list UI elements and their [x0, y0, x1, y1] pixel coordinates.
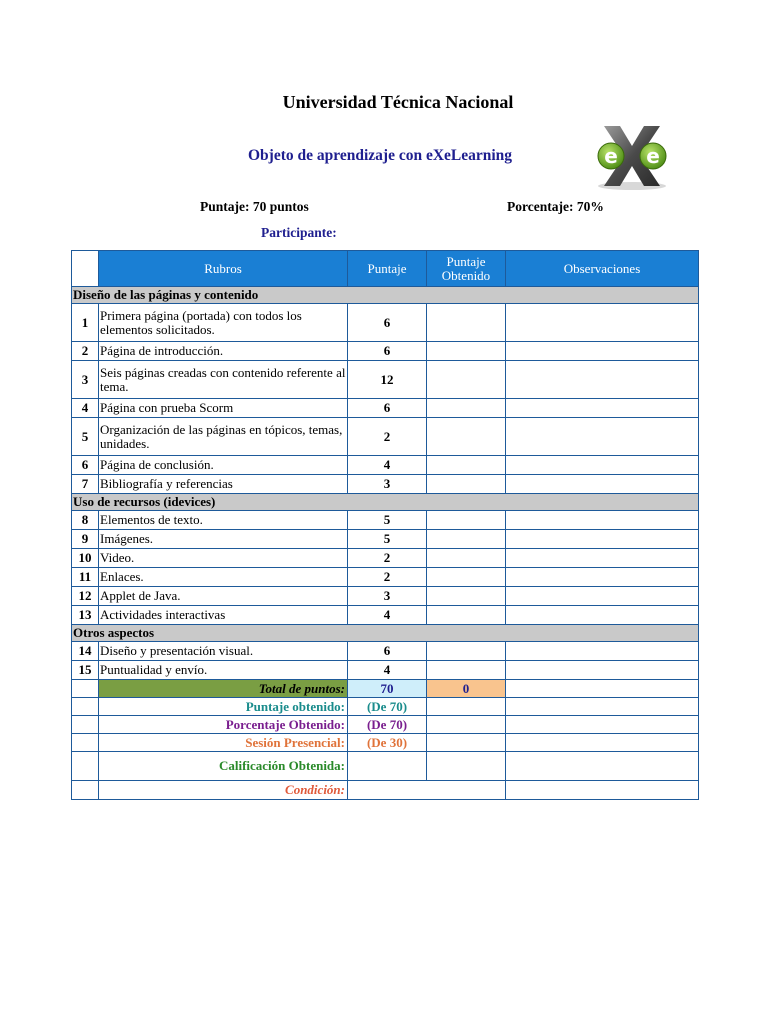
row-number: 8: [72, 511, 99, 530]
row-points-obtained[interactable]: [427, 511, 506, 530]
row-observations[interactable]: [506, 342, 699, 361]
porcentaje-obtenido-label: Porcentaje Obtenido:: [99, 716, 348, 734]
header-rubros: Rubros: [99, 251, 348, 287]
svg-text:e: e: [646, 144, 660, 168]
puntaje-obtenido-value: (De 70): [348, 698, 427, 716]
row-points: 6: [348, 304, 427, 342]
row-number: 6: [72, 456, 99, 475]
row-observations[interactable]: [506, 549, 699, 568]
row-points: 6: [348, 342, 427, 361]
row-description: Diseño y presentación visual.: [99, 642, 348, 661]
row-observations[interactable]: [506, 587, 699, 606]
row-description: Enlaces.: [99, 568, 348, 587]
table-row: [72, 530, 699, 549]
row-number: 1: [72, 304, 99, 342]
table-row: [72, 456, 699, 475]
summary-observations: [506, 698, 699, 716]
row-points: 5: [348, 530, 427, 549]
summary-observations: [506, 716, 699, 734]
row-observations[interactable]: [506, 456, 699, 475]
row-description: Video.: [99, 549, 348, 568]
row-description: Primera página (portada) con todos los elementos solicitados.: [99, 304, 348, 342]
row-points-obtained[interactable]: [427, 456, 506, 475]
row-points-obtained[interactable]: [427, 418, 506, 456]
summary-observations: [506, 680, 699, 698]
row-description: Actividades interactivas: [99, 606, 348, 625]
row-points: 3: [348, 587, 427, 606]
porcentaje-obtenido-cell[interactable]: [427, 716, 506, 734]
row-points: 6: [348, 642, 427, 661]
summary-blank: [72, 716, 99, 734]
summary-row: [72, 680, 699, 698]
row-number: 15: [72, 661, 99, 680]
summary-observations: [506, 752, 699, 781]
summary-observations: [506, 734, 699, 752]
table-row: [72, 361, 699, 399]
section-header-row: [72, 494, 699, 511]
row-points: 3: [348, 475, 427, 494]
table-row: [72, 511, 699, 530]
sesion-presencial-value: (De 30): [348, 734, 427, 752]
summary-row: [72, 781, 699, 800]
table-row: [72, 475, 699, 494]
row-number: 12: [72, 587, 99, 606]
total-value: 70: [348, 680, 427, 698]
row-points: 6: [348, 399, 427, 418]
row-points-obtained[interactable]: [427, 530, 506, 549]
row-number: 5: [72, 418, 99, 456]
participant-label: Participante:: [261, 225, 337, 240]
row-points-obtained[interactable]: [427, 304, 506, 342]
table-header-row: [72, 251, 699, 287]
puntaje-obtenido-label: Puntaje obtenido:: [99, 698, 348, 716]
header-puntaje: Puntaje: [348, 251, 427, 287]
row-points: 4: [348, 661, 427, 680]
table-row: [72, 568, 699, 587]
section-header-row: [72, 287, 699, 304]
row-observations[interactable]: [506, 399, 699, 418]
row-description: Organización de las páginas en tópicos, temas, unidades.: [99, 418, 348, 456]
row-points: 4: [348, 456, 427, 475]
row-description: Bibliografía y referencias: [99, 475, 348, 494]
row-observations[interactable]: [506, 361, 699, 399]
porcentaje-obtenido-value: (De 70): [348, 716, 427, 734]
row-description: Seis páginas creadas con contenido referente al tema.: [99, 361, 348, 399]
row-observations[interactable]: [506, 418, 699, 456]
header-puntaje-obtenido: Puntaje Obtenido: [427, 251, 506, 287]
table-row: [72, 399, 699, 418]
puntaje-obtenido-cell[interactable]: [427, 698, 506, 716]
calificacion-cell-2[interactable]: [427, 752, 506, 781]
summary-blank: [72, 781, 99, 800]
row-points-obtained[interactable]: [427, 661, 506, 680]
row-observations[interactable]: [506, 606, 699, 625]
row-points-obtained[interactable]: [427, 342, 506, 361]
row-number: 7: [72, 475, 99, 494]
calificacion-label: Calificación Obtenida:: [99, 752, 348, 781]
row-points: 2: [348, 568, 427, 587]
row-points: 2: [348, 418, 427, 456]
row-points-obtained[interactable]: [427, 642, 506, 661]
row-points: 5: [348, 511, 427, 530]
row-description: Applet de Java.: [99, 587, 348, 606]
row-number: 3: [72, 361, 99, 399]
row-number: 2: [72, 342, 99, 361]
row-points-obtained[interactable]: [427, 549, 506, 568]
table-row: [72, 587, 699, 606]
row-observations[interactable]: [506, 568, 699, 587]
condicion-label: Condición:: [99, 781, 348, 800]
document-title: Universidad Técnica Nacional: [282, 92, 514, 112]
row-observations[interactable]: [506, 530, 699, 549]
summary-blank: [72, 752, 99, 781]
row-observations[interactable]: [506, 304, 699, 342]
row-points: 4: [348, 606, 427, 625]
row-description: Página de introducción.: [99, 342, 348, 361]
rubric-table: [71, 250, 699, 800]
row-observations[interactable]: [506, 511, 699, 530]
section-title: Uso de recursos (idevices): [72, 494, 699, 511]
table-row: [72, 549, 699, 568]
row-points: 12: [348, 361, 427, 399]
row-number: 11: [72, 568, 99, 587]
header-observaciones: Observaciones: [506, 251, 699, 287]
table-row: [72, 642, 699, 661]
header-blank-cell: [72, 251, 99, 287]
row-number: 14: [72, 642, 99, 661]
row-points-obtained[interactable]: [427, 475, 506, 494]
row-number: 9: [72, 530, 99, 549]
row-description: Imágenes.: [99, 530, 348, 549]
row-points-obtained[interactable]: [427, 606, 506, 625]
table-row: [72, 418, 699, 456]
summary-row: [72, 716, 699, 734]
row-description: Página de conclusión.: [99, 456, 348, 475]
table-row: [72, 304, 699, 342]
calificacion-cell[interactable]: [348, 752, 427, 781]
row-description: Elementos de texto.: [99, 511, 348, 530]
svg-text:e: e: [604, 144, 618, 168]
table-row: [72, 661, 699, 680]
summary-blank: [72, 680, 99, 698]
row-points-obtained[interactable]: [427, 587, 506, 606]
summary-row: [72, 752, 699, 781]
row-points-obtained[interactable]: [427, 568, 506, 587]
row-observations[interactable]: [506, 642, 699, 661]
row-number: 4: [72, 399, 99, 418]
puntaje-info: Puntaje: 70 puntos: [200, 199, 309, 214]
summary-blank: [72, 734, 99, 752]
row-description: Página con prueba Scorm: [99, 399, 348, 418]
summary-row: [72, 734, 699, 752]
exelearning-logo-icon: [588, 122, 676, 192]
row-number: 13: [72, 606, 99, 625]
total-obtained: 0: [427, 680, 506, 698]
summary-blank: [72, 698, 99, 716]
row-observations[interactable]: [506, 661, 699, 680]
section-header-row: [72, 625, 699, 642]
table-row: [72, 342, 699, 361]
summary-row: [72, 698, 699, 716]
row-description: Puntualidad y envío.: [99, 661, 348, 680]
sesion-presencial-label: Sesión Presencial:: [99, 734, 348, 752]
document-subtitle: Objeto de aprendizaje con eXeLearning: [248, 147, 513, 164]
row-observations[interactable]: [506, 475, 699, 494]
section-title: Diseño de las páginas y contenido: [72, 287, 699, 304]
row-points-obtained[interactable]: [427, 361, 506, 399]
row-points-obtained[interactable]: [427, 399, 506, 418]
row-points: 2: [348, 549, 427, 568]
row-number: 10: [72, 549, 99, 568]
summary-observations: [506, 781, 699, 800]
condicion-cell[interactable]: [348, 781, 506, 800]
table-row: [72, 606, 699, 625]
sesion-presencial-cell[interactable]: [427, 734, 506, 752]
total-label: Total de puntos:: [99, 680, 348, 698]
porcentaje-info: Porcentaje: 70%: [507, 199, 604, 214]
section-title: Otros aspectos: [72, 625, 699, 642]
